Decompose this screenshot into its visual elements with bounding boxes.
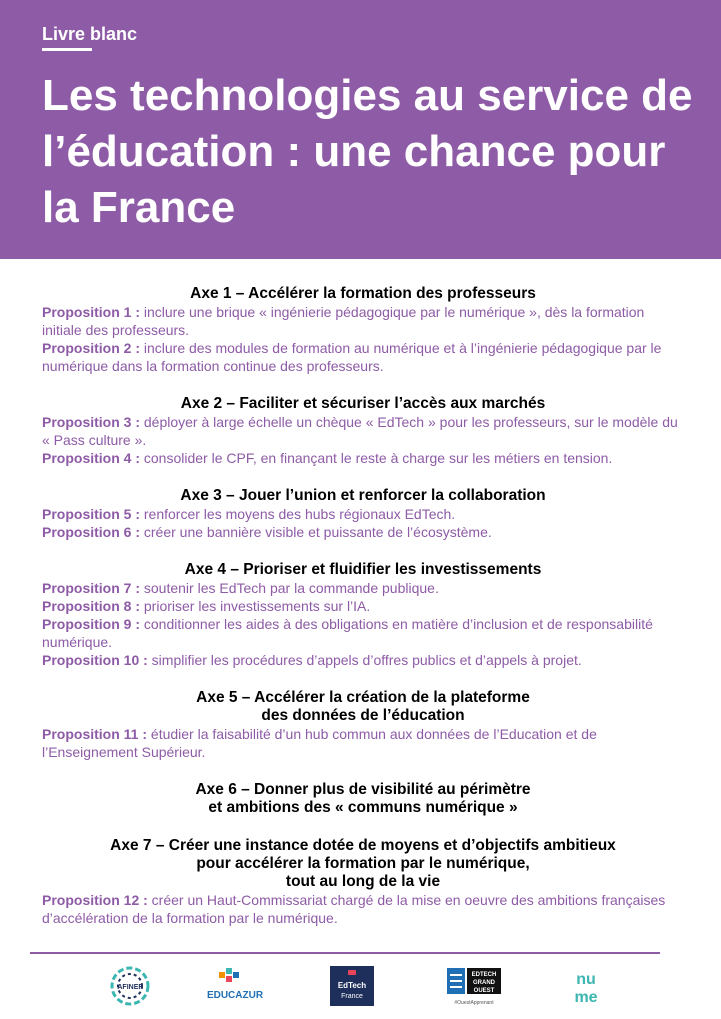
axe-1 [42,285,684,375]
axe-title: Axe 3 – Jouer l’union et renforcer la collaboration [180,487,546,504]
proposition-label: Proposition 12 : [42,892,148,908]
proposition-2 [42,339,684,375]
proposition-label: Proposition 10 : [42,652,148,668]
proposition-12 [42,891,684,927]
proposition-label: Proposition 3 : [42,414,140,430]
page-title: Les technologies au service de l’éducation : une chance pour la France [42,71,693,232]
proposition-1 [42,303,684,339]
proposition-8 [42,597,684,615]
proposition-text: inclure une brique « ingénierie pédagogique par le numérique », dès la formation initiale des professeurs. [42,304,645,338]
axe-title-line: tout au long de la vie [285,873,441,890]
axe-4 [42,561,684,669]
proposition-text: renforcer les moyens des hubs régionaux EdTech. [140,506,456,522]
axe-2 [42,395,684,467]
axe-title: Axe 1 – Accélérer la formation des professeurs [190,285,536,302]
proposition-text: consolider le CPF, en finançant le reste à charge sur les métiers en tension. [140,450,613,466]
educazur-wordmark: EDUCAZUR [206,990,264,1001]
egq-line3: OUEST [473,988,495,994]
svg-text:me: me [574,989,598,1006]
proposition-text: conditionner les aides à des obligations en matière d’inclusion et de responsabilité numérique. [42,616,653,650]
proposition-7 [42,579,684,597]
proposition-text: étudier la faisabilité d’un hub commun aux données de l’Education et de l’Enseignement Supérieur. [42,726,597,760]
numeum-logo [566,962,606,1010]
proposition-text: inclure des modules de formation au numérique et à l’ingénierie pédagogique par le numérique dans la formation continue des professeurs. [42,340,662,374]
proposition-text: simplifier les procédures d’appels d’offres publics et d’appels à projet. [147,652,582,668]
axe-6 [42,781,684,817]
document-type-label: Livre blanc [42,24,138,44]
proposition-11 [42,725,684,761]
axe-title-line: Axe 7 – Créer une instance dotée de moyens et d’objectifs ambitieux [110,837,616,854]
proposition-label: Proposition 7 : [42,580,140,596]
proposition-3 [42,413,684,449]
proposition-text: soutenir les EdTech par la commande publique. [140,580,439,596]
axe-3 [42,487,684,541]
proposition-text: prioriser les investissements sur l’IA. [140,598,371,614]
proposition-label: Proposition 6 : [42,524,140,540]
proposition-4 [42,449,684,467]
axe-title-line: des données de l’éducation [261,707,465,724]
axe-title: Axe 2 – Faciliter et sécuriser l’accès aux marchés [180,395,546,412]
header-banner [0,0,721,259]
svg-text:nu: nu [576,971,596,988]
egq-tagline: #OuestApprenant [454,1000,494,1006]
axe-title [42,837,684,891]
axe-title-line: pour accélérer la formation par le numérique, [196,855,530,872]
educazur-logo [205,962,265,1010]
edtech-france-logo [330,962,374,1010]
partner-logos [0,962,721,1012]
eyebrow-underline [42,48,92,51]
egq-line2: GRAND [473,980,495,986]
proposition-5 [42,505,684,523]
proposition-label: Proposition 1 : [42,304,140,320]
axe-title [42,781,684,817]
proposition-label: Proposition 4 : [42,450,140,466]
footer-divider [30,952,660,954]
proposition-6 [42,523,684,541]
afinef-wordmark: AFINEF [117,984,143,991]
edtech-france-line2: France [341,993,363,1000]
axe-title [42,689,684,725]
proposition-9 [42,615,684,651]
axe-title-line: Axe 5 – Accélérer la création de la plateforme [196,689,530,706]
edtech-grand-ouest-logo [445,962,503,1010]
axe-title-line: et ambitions des « communs numérique » [208,799,518,816]
proposition-label: Proposition 8 : [42,598,140,614]
axe-title: Axe 4 – Prioriser et fluidifier les investissements [184,561,542,578]
proposition-label: Proposition 11 : [42,726,148,742]
proposition-text: créer une bannière visible et puissante de l’écosystème. [140,524,492,540]
proposition-label: Proposition 9 : [42,616,140,632]
proposition-label: Proposition 5 : [42,506,140,522]
proposition-10 [42,651,684,669]
egq-line1: EDTECH [471,972,497,978]
axes-list [42,285,684,947]
afinef-logo [105,962,155,1010]
proposition-label: Proposition 2 : [42,340,140,356]
axe-title-line: Axe 6 – Donner plus de visibilité au périmètre [195,781,531,798]
edtech-france-line1: EdTech [337,981,367,990]
proposition-text: créer un Haut-Commissariat chargé de la mise en oeuvre des ambitions françaises d’accélération de la formation par le numérique. [42,892,666,926]
proposition-text: déployer à large échelle un chèque « EdTech » pour les professeurs, sur le modèle du « Pass culture ». [42,414,678,448]
axe-7 [42,837,684,927]
axe-5 [42,689,684,761]
